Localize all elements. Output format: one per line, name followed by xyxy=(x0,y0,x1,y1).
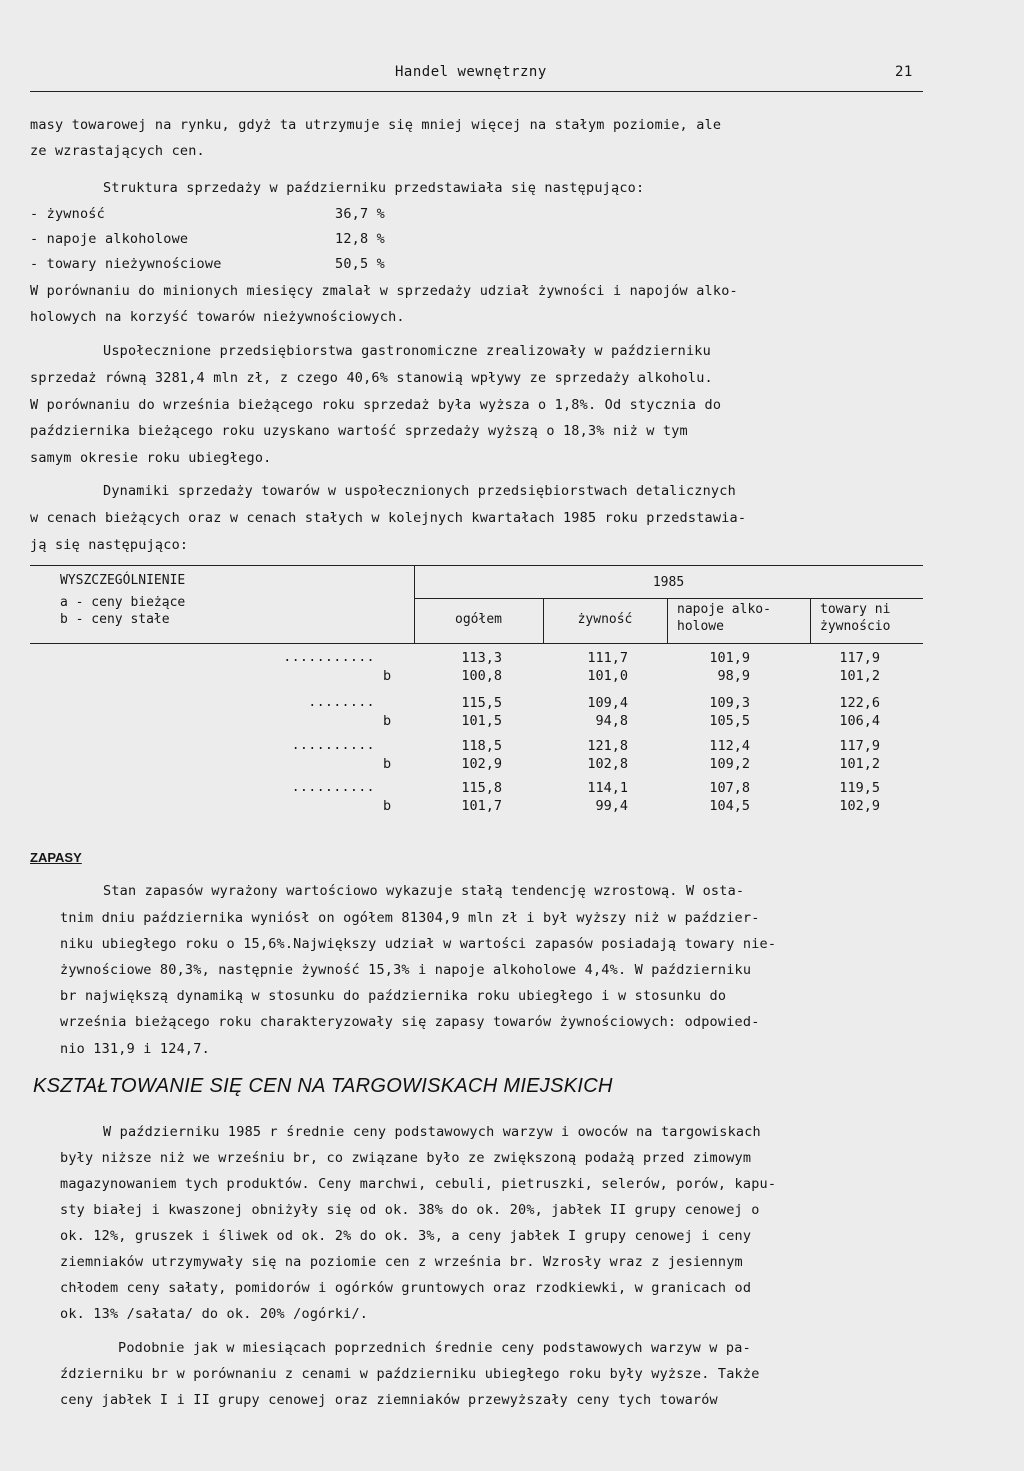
text-line: samym okresie roku ubiegłego. xyxy=(30,450,272,466)
row-leader-dots: .......... xyxy=(291,738,375,753)
table-cell: 115,5 xyxy=(461,695,502,711)
row-label-b: b xyxy=(383,668,392,684)
table-cell: 101,2 xyxy=(839,756,880,772)
row-leader-dots: .......... xyxy=(291,780,375,795)
text-line: magazynowaniem tych produktów. Ceny marchwi, cebuli, pietruszki, selerów, porów, kapu- xyxy=(60,1176,777,1192)
table-cell: 99,4 xyxy=(595,798,628,814)
text-line: w cenach bieżących oraz w cenach stałych w kolejnych kwartałach 1985 roku przedstawia- xyxy=(30,510,747,526)
text-line: były niższe niż we wrześniu br, co związane było ze zwiększoną podażą przed zimowym xyxy=(60,1150,752,1166)
stub-legend-b: b - ceny stałe xyxy=(60,612,170,627)
row-leader-dots: ........ xyxy=(308,695,375,710)
table-cell: 117,9 xyxy=(839,738,880,754)
text-line: ceny jabłek I i II grupy cenowej oraz ziemniaków przewyższały ceny tych towarów xyxy=(60,1392,718,1408)
table-cell: 107,8 xyxy=(709,780,750,796)
table-cell: 101,0 xyxy=(587,668,628,684)
table-cell: 121,8 xyxy=(587,738,628,754)
text-line: ziemniaków utrzymywały się na poziomie cen z września br. Wzrosły wraz z jesiennym xyxy=(60,1254,743,1270)
text-line: Stan zapasów wyrażony wartościowo wykazuje stałą tendencję wzrostową. W osta- xyxy=(103,883,745,899)
text-line: tnim dniu października wyniósł on ogółem 81304,9 mln zł i był wyższy niż w paździer- xyxy=(60,910,760,926)
page-number: 21 xyxy=(895,64,913,80)
zapasy-heading: ZAPASY xyxy=(30,850,82,865)
table-cell: 119,5 xyxy=(839,780,880,796)
text-line: chłodem ceny sałaty, pomidorów i ogórków gruntowych oraz rzodkiewki, w granicach od xyxy=(60,1280,752,1296)
text-line: ździerniku br w porównaniu z cenami w październiku ubiegłego roku były wyższe. Także xyxy=(60,1366,760,1382)
table-cell: 102,8 xyxy=(587,756,628,772)
table-cell: 114,1 xyxy=(587,780,628,796)
text-line: W porównaniu do minionych miesięcy zmalał w sprzedaży udział żywności i napojów alko- xyxy=(30,283,738,299)
table-top-rule xyxy=(30,565,923,566)
col-header-towary: towary ni żywnościo xyxy=(820,602,891,634)
table-cell: 109,4 xyxy=(587,695,628,711)
text-line: ok. 13% /sałata/ do ok. 20% /ogórki/. xyxy=(60,1306,369,1322)
section-title: KSZTAŁTOWANIE SIĘ CEN NA TARGOWISKACH MIEJSKICH xyxy=(33,1075,613,1097)
row-leader-dots: ........... xyxy=(283,650,375,665)
table-cell: 102,9 xyxy=(461,756,502,772)
table-cell: 112,4 xyxy=(709,738,750,754)
table-cell: 102,9 xyxy=(839,798,880,814)
structure-item-value: 12,8 % xyxy=(335,231,385,247)
table-cell: 118,5 xyxy=(461,738,502,754)
structure-item-value: 50,5 % xyxy=(335,256,385,272)
table-cell: 122,6 xyxy=(839,695,880,711)
table-cell: 101,2 xyxy=(839,668,880,684)
text-line: sty białej i kwaszonej obniżyły się od ok. 38% do ok. 20%, jabłek II grupy cenowej o xyxy=(60,1202,760,1218)
stub-legend-a: a - ceny bieżące xyxy=(60,595,186,610)
text-line: nio 131,9 i 124,7. xyxy=(60,1041,210,1057)
table-cell: 101,5 xyxy=(461,713,502,729)
table-cell: 113,3 xyxy=(461,650,502,666)
table-cell: 117,9 xyxy=(839,650,880,666)
text-line: Podobnie jak w miesiącach poprzednich średnie ceny podstawowych warzyw w pa- xyxy=(118,1340,751,1356)
table-cell: 98,9 xyxy=(717,668,750,684)
table-cell: 101,9 xyxy=(709,650,750,666)
text-line: sprzedaż równą 3281,4 mln zł, z czego 40,6% stanowią wpływy ze sprzedaży alkoholu. xyxy=(30,370,713,386)
text-line: br największą dynamiką w stosunku do października roku ubiegłego i w stosunku do xyxy=(60,988,727,1004)
table-cell: 109,3 xyxy=(709,695,750,711)
year-header: 1985 xyxy=(652,575,685,590)
text-line: października bieżącego roku uzyskano wartość sprzedaży wyższą o 18,3% niż w tym xyxy=(30,423,688,439)
table-cell: 109,2 xyxy=(709,756,750,772)
row-label-b: b xyxy=(383,756,392,772)
text-line: ją się następująco: xyxy=(30,537,189,553)
structure-item-label: - towary nieżywnościowe xyxy=(30,256,222,272)
table-cell: 111,7 xyxy=(587,650,628,666)
col-header-napoje: napoje alko- holowe xyxy=(677,602,771,634)
structure-item-label: - napoje alkoholowe xyxy=(30,231,189,247)
text-line: ze wzrastających cen. xyxy=(30,143,205,159)
stub-header: WYSZCZEGÓLNIENIE xyxy=(60,573,186,588)
text-line: Uspołecznione przedsiębiorstwa gastronomiczne zrealizowały w październiku xyxy=(103,343,711,359)
structure-item-value: 36,7 % xyxy=(335,206,385,222)
text-line: niku ubiegłego roku o 15,6%.Największy udział w wartości zapasów posiadają towary nie- xyxy=(60,936,777,952)
table-cell: 115,8 xyxy=(461,780,502,796)
table-cell: 94,8 xyxy=(595,713,628,729)
structure-item-label: - żywność xyxy=(30,206,105,222)
col-header-ogolem: ogółem xyxy=(455,612,502,627)
text-line: W październiku 1985 r średnie ceny podstawowych warzyw i owoców na targowiskach xyxy=(103,1124,761,1140)
structure-intro: Struktura sprzedaży w październiku przedstawiała się następująco: xyxy=(103,180,645,196)
table-cell: 101,7 xyxy=(461,798,502,814)
text-line: holowych na korzyść towarów nieżywnościowych. xyxy=(30,309,405,325)
text-line: masy towarowej na rynku, gdyż ta utrzymuje się mniej więcej na stałym poziomie, ale xyxy=(30,117,722,133)
text-line: września bieżącego roku charakteryzowały się zapasy towarów żywnościowych: odpowied- xyxy=(60,1014,760,1030)
table-cell: 105,5 xyxy=(709,713,750,729)
table-header-rule xyxy=(30,643,923,644)
text-line: W porównaniu do września bieżącego roku sprzedaż była wyższa o 1,8%. Od stycznia do xyxy=(30,397,722,413)
text-line: żywnościowe 80,3%, następnie żywność 15,3% i napoje alkoholowe 4,4%. W październiku xyxy=(60,962,752,978)
row-label-b: b xyxy=(383,713,392,729)
table-cell: 104,5 xyxy=(709,798,750,814)
year-rule xyxy=(414,598,923,599)
col-header-zywnosc: żywność xyxy=(577,612,633,627)
row-label-b: b xyxy=(383,798,392,814)
table-cell: 100,8 xyxy=(461,668,502,684)
header-rule xyxy=(30,91,923,92)
text-line: Dynamiki sprzedaży towarów w uspołecznionych przedsiębiorstwach detalicznych xyxy=(103,483,736,499)
running-header-title: Handel wewnętrzny xyxy=(395,64,547,80)
text-line: ok. 12%, gruszek i śliwek od ok. 2% do ok. 3%, a ceny jabłek I grupy cenowej i ceny xyxy=(60,1228,752,1244)
table-cell: 106,4 xyxy=(839,713,880,729)
